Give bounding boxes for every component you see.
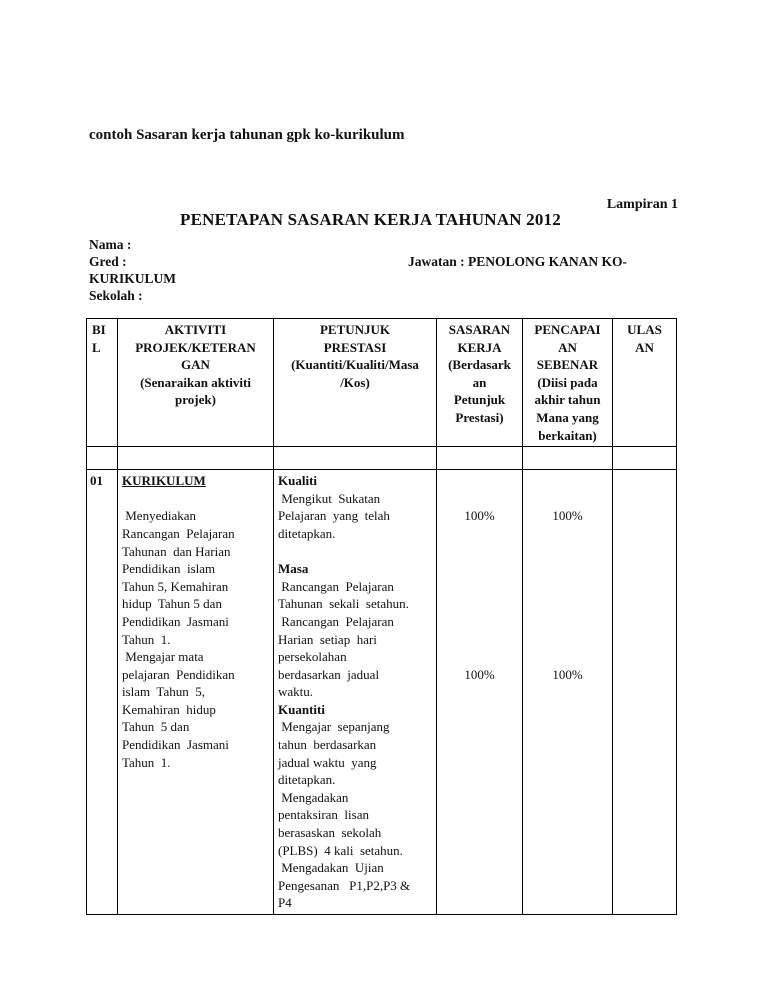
header-pencapaian bbox=[523, 319, 613, 447]
header-line: ULAS bbox=[627, 322, 662, 337]
spacer-cell bbox=[118, 447, 274, 470]
aktiviti-line: Rancangan Pelajaran bbox=[122, 525, 235, 541]
sasaran-value: 100% bbox=[464, 508, 495, 524]
header-line: /Kos) bbox=[340, 374, 370, 390]
field-gred: Gred : bbox=[89, 254, 127, 269]
aktiviti-line: Tahunan dan Harian bbox=[122, 543, 231, 559]
header-line: (Diisi pada bbox=[537, 374, 598, 390]
header-petunjuk bbox=[274, 319, 437, 447]
aktiviti-line: Kemahiran hidup bbox=[122, 701, 216, 717]
document-title: PENETAPAN SASARAN KERJA TAHUNAN 2012 bbox=[180, 210, 561, 229]
header-bil bbox=[87, 319, 118, 447]
spacer-cell bbox=[87, 447, 118, 470]
header-ulasan bbox=[613, 319, 677, 447]
header-line: projek) bbox=[175, 392, 216, 408]
header-line: berkaitan) bbox=[538, 427, 597, 443]
header-line: (Kuantiti/Kualiti/Masa bbox=[291, 357, 419, 373]
field-sekolah: Sekolah : bbox=[89, 288, 143, 303]
header-line: SEBENAR bbox=[536, 357, 599, 373]
row-ulasan bbox=[613, 470, 677, 915]
header-sasaran bbox=[437, 319, 523, 447]
aktiviti-line: Tahun 1. bbox=[122, 631, 171, 647]
petunjuk-line: (PLBS) 4 kali setahun. bbox=[278, 842, 403, 858]
sasaran-value: 100% bbox=[464, 666, 495, 682]
petunjuk-subheading: Masa bbox=[278, 561, 309, 577]
header-line: GAN bbox=[181, 357, 210, 373]
petunjuk-line: persekolahan bbox=[278, 649, 347, 665]
row-aktiviti bbox=[118, 470, 274, 915]
petunjuk-line: Pelajaran yang telah bbox=[278, 508, 390, 524]
spacer-cell bbox=[613, 447, 677, 470]
aktiviti-line: Menyediakan bbox=[122, 508, 197, 524]
aktiviti-line: hidup Tahun 5 dan bbox=[122, 596, 222, 612]
aktiviti-line: Tahun 5, Kemahiran bbox=[122, 578, 229, 594]
header-line: (Senaraikan aktiviti bbox=[140, 374, 251, 390]
header-line: AN bbox=[558, 339, 577, 355]
aktiviti-line: islam Tahun 5, bbox=[122, 684, 205, 700]
header-line: PETUNJUK bbox=[319, 322, 391, 337]
petunjuk-subheading: Kualiti bbox=[278, 473, 318, 489]
lampiran-label: Lampiran 1 bbox=[606, 197, 678, 212]
header-line: (Berdasark bbox=[448, 357, 511, 373]
spacer-row bbox=[87, 447, 677, 470]
table-header-row bbox=[87, 319, 677, 447]
petunjuk-line: pentaksiran lisan bbox=[278, 807, 369, 823]
header-line: PROJEK/KETERAN bbox=[135, 339, 256, 355]
header-line: L bbox=[92, 339, 101, 355]
spacer-cell bbox=[523, 447, 613, 470]
petunjuk-line bbox=[278, 543, 432, 561]
petunjuk-line: Mengikut Sukatan bbox=[278, 490, 381, 506]
petunjuk-subheading: Kuantiti bbox=[278, 701, 325, 717]
aktiviti-line: pelajaran Pendidikan bbox=[122, 666, 235, 682]
aktiviti-line: Tahun 5 dan bbox=[122, 719, 190, 735]
header-aktiviti bbox=[118, 319, 274, 447]
petunjuk-line: Rancangan Pelajaran bbox=[278, 578, 394, 594]
petunjuk-line: Harian setiap hari bbox=[278, 631, 377, 647]
header-line: Prestasi) bbox=[455, 409, 504, 425]
header-line: PRESTASI bbox=[323, 339, 387, 355]
page-caption: contoh Sasaran kerja tahunan gpk ko-kurikulum bbox=[89, 127, 405, 143]
row-pencapaian bbox=[523, 470, 613, 915]
sasaran-kerja-table bbox=[86, 318, 677, 915]
field-jawatan: Jawatan : PENOLONG KANAN KO- bbox=[408, 254, 627, 269]
header-line: KERJA bbox=[457, 339, 502, 355]
petunjuk-line: P4 bbox=[278, 895, 292, 911]
header-line: AN bbox=[635, 339, 654, 355]
petunjuk-line: tahun berdasarkan bbox=[278, 737, 377, 753]
aktiviti-line: Pendidikan Jasmani bbox=[122, 737, 229, 753]
header-line: BI bbox=[92, 322, 106, 337]
header-line: Petunjuk bbox=[453, 392, 506, 408]
aktiviti-heading: KURIKULUM bbox=[122, 473, 206, 489]
petunjuk-line: Mengadakan Ujian bbox=[278, 860, 384, 876]
aktiviti-line bbox=[122, 490, 269, 508]
petunjuk-line: Tahunan sekali setahun. bbox=[278, 596, 409, 612]
petunjuk-line: Mengadakan bbox=[278, 789, 349, 805]
table-row bbox=[87, 470, 677, 915]
header-line: AKTIVITI bbox=[164, 322, 227, 337]
header-line: SASARAN bbox=[448, 322, 511, 337]
petunjuk-line: Mengajar sepanjang bbox=[278, 719, 390, 735]
header-line: Mana yang bbox=[536, 409, 599, 425]
petunjuk-line: berdasarkan jadual bbox=[278, 666, 380, 682]
petunjuk-line: Pengesanan P1,P2,P3 & bbox=[278, 877, 411, 893]
spacer-cell bbox=[274, 447, 437, 470]
pencapaian-value: 100% bbox=[552, 666, 583, 682]
header-line: an bbox=[472, 374, 487, 390]
aktiviti-line: Pendidikan islam bbox=[122, 561, 216, 577]
petunjuk-line: waktu. bbox=[278, 684, 314, 700]
spacer-cell bbox=[437, 447, 523, 470]
row-bil: 01 bbox=[87, 470, 118, 915]
petunjuk-line: ditetapkan. bbox=[278, 772, 336, 788]
header-line: akhir tahun bbox=[534, 392, 601, 408]
petunjuk-line: berasaskan sekolah bbox=[278, 825, 382, 841]
field-nama: Nama : bbox=[89, 237, 132, 252]
row-sasaran bbox=[437, 470, 523, 915]
row-petunjuk bbox=[274, 470, 437, 915]
header-line: PENCAPAI bbox=[534, 322, 601, 337]
field-jawatan-continued: KURIKULUM bbox=[89, 271, 176, 286]
aktiviti-line: Tahun 1. bbox=[122, 754, 171, 770]
petunjuk-line: Rancangan Pelajaran bbox=[278, 613, 394, 629]
aktiviti-line: Pendidikan Jasmani bbox=[122, 613, 229, 629]
petunjuk-line: jadual waktu yang bbox=[278, 754, 377, 770]
pencapaian-value: 100% bbox=[552, 508, 583, 524]
aktiviti-line: Mengajar mata bbox=[122, 649, 204, 665]
petunjuk-line: ditetapkan. bbox=[278, 525, 336, 541]
